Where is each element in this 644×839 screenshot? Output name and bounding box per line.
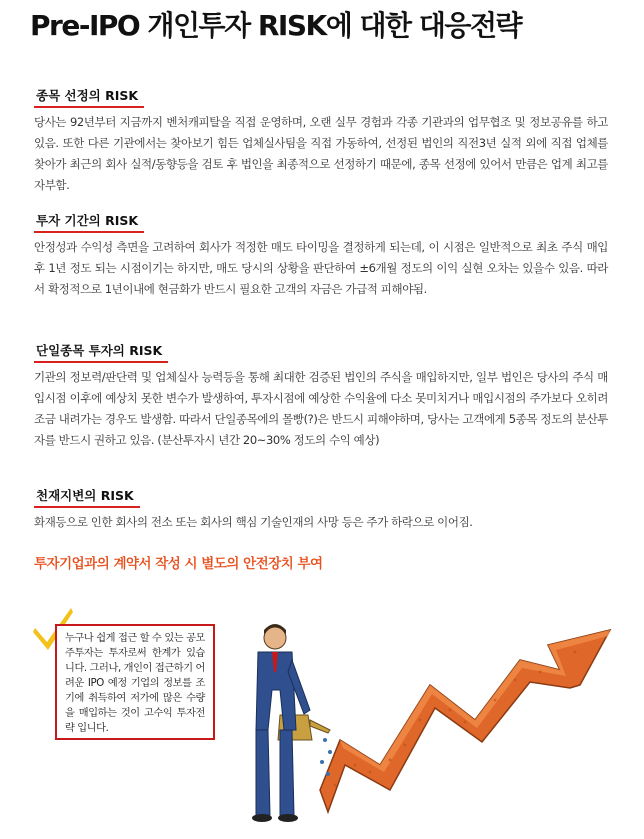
section-investment-period-risk bbox=[34, 210, 608, 300]
section-heading: 투자 기간의 RISK bbox=[34, 211, 144, 233]
section-body: 화재등으로 인한 회사의 전소 또는 회사의 핵심 기술인재의 사망 등은 주가 하락으로 이어짐. bbox=[34, 515, 473, 529]
section-body: 당사는 92년부터 지금까지 벤처캐피탈을 직접 운영하며, 오랜 실무 경험과 각종 기관과의 업무협조 및 정보공유를 하고 있음. 또한 다른 기관에서는 찾아보기 힘든 업체실사팀을 직접 가동하여, 선정된 법인의 직전3년 실적 외에 직접 업체를 찾아가 최근의 회사 실적/동향등을 검토 후 법인을 최종적으로 선정하기 때문에, 종목 선정에 있어서 만큼은 업계 최고를 자부함. bbox=[34, 115, 608, 192]
safety-measure-heading: 투자기업과의 계약서 작성 시 별도의 안전장치 부여 bbox=[34, 556, 323, 572]
section-stock-selection-risk bbox=[34, 85, 608, 196]
section-heading: 종목 선정의 RISK bbox=[34, 86, 144, 108]
callout-box: 누구나 쉽게 접근 할 수 있는 공모주투자는 투자로써 한계가 있습니다. 그러나, 개인이 접근하기 어려운 IPO 예정 기업의 정보를 조기에 취득하여 저가에 많은 수량을 매입하는 것이 고수익 투자전략 입니다. bbox=[55, 624, 215, 740]
section-body: 기관의 정보력/판단력 및 업체실사 능력등을 통해 최대한 검증된 법인의 주식을 매입하지만, 일부 법인은 당사의 주식 매입시점 이후에 예상치 못한 변수가 발생하여, 투자시점에 예상한 수익율에 다소 못미치거나 매입시점의 주가보다 오히려 조금 내려가는 경우도 발생함. 따라서 단일종목에의 몰빵(?)은 반드시 피해야하며, 당사는 고객에게 5종목 정도의 분산투자를 반드시 권하고 있음. (분산투자시 년간 20~30% 정도의 수익 예상) bbox=[34, 370, 608, 447]
section-single-stock-risk bbox=[34, 340, 608, 451]
businessman-watering-growth-arrow-icon bbox=[230, 590, 630, 835]
section-body: 안정성과 수익성 측면을 고려하여 회사가 적정한 매도 타이밍을 결정하게 되는데, 이 시점은 일반적으로 최초 주식 매입후 1년 정도 되는 시점이기는 하지만, 매도 당시의 상황을 판단하여 ±6개월 정도의 이익 실현 오차는 있을수 있음. 따라서 확정적으로 1년이내에 현금화가 반드시 필요한 고객의 자금은 가급적 피해야됨. bbox=[34, 240, 608, 296]
section-heading: 단일종목 투자의 RISK bbox=[34, 341, 168, 363]
section-natural-disaster-risk bbox=[34, 485, 608, 533]
page-title: Pre-IPO 개인투자 RISK에 대한 대응전략 bbox=[30, 9, 522, 42]
section-heading: 천재지변의 RISK bbox=[34, 486, 140, 508]
